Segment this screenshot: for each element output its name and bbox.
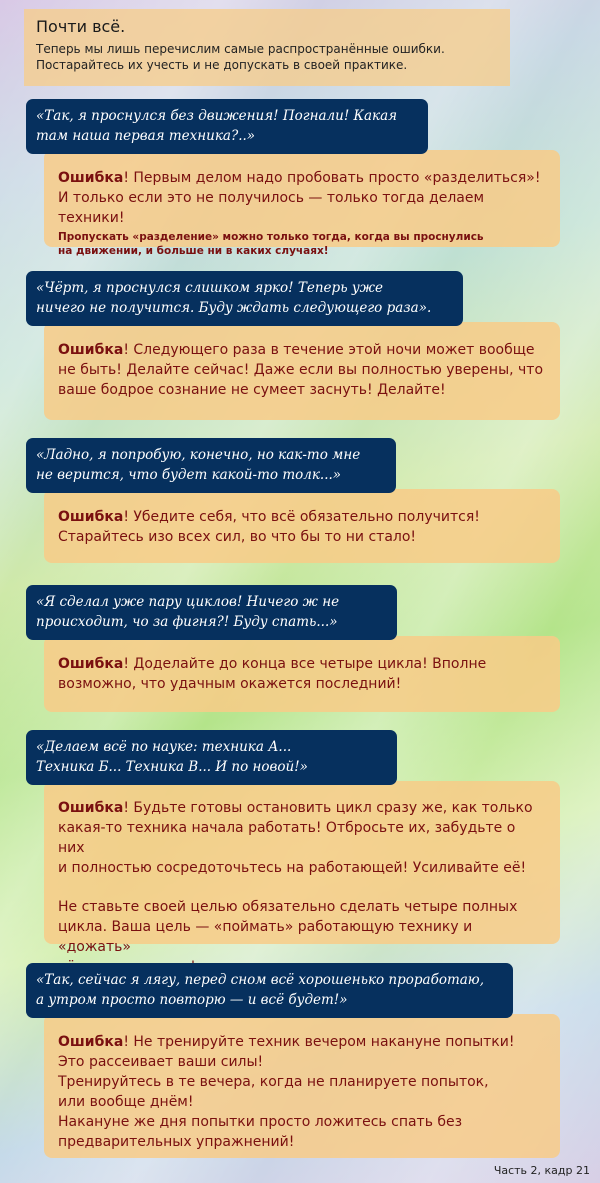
intro-line-2: Постарайтесь их учесть и не допускать в своей практике.	[36, 58, 408, 72]
error-label: Ошибка	[58, 656, 124, 672]
error-box-5	[44, 781, 560, 955]
error-box-1	[44, 150, 560, 257]
error-box-3	[44, 489, 560, 563]
error-text-5b: Не ставьте своей целью обязательно сделать четыре полных цикла. Ваша цель — «поймать» работающую технику и «дожать»	[58, 899, 518, 955]
error-box-6	[44, 1014, 560, 1158]
error-label: Ошибка	[58, 509, 124, 525]
error-note-1: Пропускать «разделение» можно только тогда, когда вы проснулись на движении, и больше ни в каких случаях!	[58, 231, 484, 257]
quote-bubble-5: «Делаем всё по науке: техника А... Техника Б... Техника В... И по новой!»	[26, 730, 397, 785]
frame-caption: Часть 2, кадр 21	[493, 1164, 590, 1177]
intro-line-1: Теперь мы лишь перечислим самые распространённые ошибки.	[36, 42, 445, 56]
error-text-3: ! Убедите себя, что всё обязательно получится! Старайтесь изо всех сил, во что бы то ни стало!	[58, 509, 480, 545]
error-text-6: ! Не тренируйте техник вечером накануне попытки! Это рассеивает ваши силы! Тренируйтесь в те вечера, когда не планируете попыток, или вообще днём! Накануне же дня попытки просто ложитесь спать без предварительных упражнений!	[58, 1034, 515, 1150]
error-box-2	[44, 322, 560, 420]
intro-panel	[24, 9, 510, 86]
error-label: Ошибка	[58, 800, 124, 816]
quote-bubble-3: «Ладно, я попробую, конечно, но как-то мне не верится, что будет какой-то толк...»	[26, 438, 396, 493]
quote-bubble-2: «Чёрт, я проснулся слишком ярко! Теперь уже ничего не получится. Буду ждать следующего раза».	[26, 271, 463, 326]
error-text-4: ! Доделайте до конца все четыре цикла! Вполне возможно, что удачным окажется последний!	[58, 656, 487, 692]
error-label: Ошибка	[58, 1034, 124, 1050]
error-text-5: ! Будьте готовы остановить цикл сразу же, как только какая-то техника начала работать! Отбросьте их, забудьте о них и полностью сосредоточьтесь на работающей! Усиливайте её!	[58, 800, 533, 876]
quote-bubble-1: «Так, я проснулся без движения! Погнали! Какая там наша первая техника?..»	[26, 99, 428, 154]
error-text-2: ! Следующего раза в течение этой ночи может вообще не быть! Делайте сейчас! Даже если вы полностью уверены, что ваше бодрое сознание не сумеет заснуть! Делайте!	[58, 342, 544, 398]
quote-bubble-6: «Так, сейчас я лягу, перед сном всё хорошенько проработаю, а утром просто повторю — и всё будет!»	[26, 963, 513, 1018]
quote-bubble-4: «Я сделал уже пару циклов! Ничего ж не происходит, чо за фигня?! Буду спать...»	[26, 585, 397, 640]
error-box-4	[44, 636, 560, 712]
intro-title: Почти всё.	[36, 17, 126, 36]
error-label: Ошибка	[58, 170, 124, 186]
error-text-1: ! Первым делом надо пробовать просто «разделиться»! И только если это не получилось — только тогда делаем техники!	[58, 170, 541, 226]
error-label: Ошибка	[58, 342, 124, 358]
